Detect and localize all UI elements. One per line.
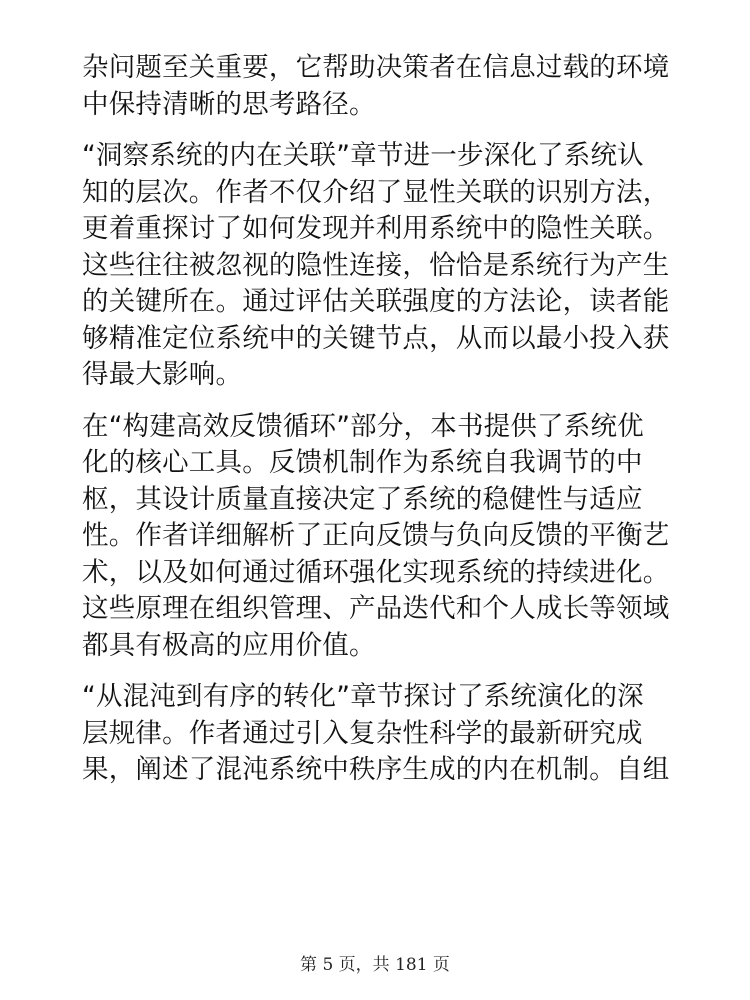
text-line: 性。作者详细解析了正向反馈与负向反馈的平衡艺 xyxy=(82,520,670,551)
text-line: 层规律。作者通过引入复杂性科学的最新研究成 xyxy=(82,717,643,749)
text-line: 得最大影响。 xyxy=(82,359,243,390)
text-line: 果，阐述了混沌系统中秩序生成的内在机制。自组 xyxy=(82,754,670,785)
paragraph-2 xyxy=(82,138,682,394)
text-line: 这些往往被忽视的隐性连接，恰恰是系统行为产生 xyxy=(82,249,670,281)
text-line: 化的核心工具。反馈机制作为系统自我调节的中 xyxy=(82,447,643,478)
text-line: 枢，其设计质量直接决定了系统的稳健性与适应 xyxy=(82,483,643,515)
paragraph-1 xyxy=(82,50,682,123)
text-line: 中保持清晰的思考路径。 xyxy=(82,88,376,120)
text-line: 都具有极高的应用价值。 xyxy=(82,629,376,661)
text-line: 更着重探讨了如何发现并利用系统中的隐性关联。 xyxy=(82,213,670,244)
text-line: 杂问题至关重要，它帮助决策者在信息过载的环境 xyxy=(82,52,670,83)
text-line: 够精准定位系统中的关键节点，从而以最小投入获 xyxy=(82,322,670,354)
page-body xyxy=(82,50,682,804)
paragraph-4 xyxy=(82,679,682,789)
text-line: “从混沌到有序的转化”章节探讨了系统演化的深 xyxy=(82,681,644,712)
text-line: 这些原理在组织管理、产品迭代和个人成长等领域 xyxy=(82,593,670,624)
paragraph-3 xyxy=(82,409,682,665)
text-line: “洞察系统的内在关联”章节进一步深化了系统认 xyxy=(82,140,644,171)
text-line: 知的层次。作者不仅介绍了显性关联的识别方法， xyxy=(82,176,670,208)
text-line: 术，以及如何通过循环强化实现系统的持续进化。 xyxy=(82,556,670,588)
text-line: 的关键所在。通过评估关联强度的方法论，读者能 xyxy=(82,286,670,317)
page-number-footer: 第 5 页，共 181 页 xyxy=(300,955,450,975)
text-line: 在“构建高效反馈循环”部分，本书提供了系统优 xyxy=(82,410,644,442)
